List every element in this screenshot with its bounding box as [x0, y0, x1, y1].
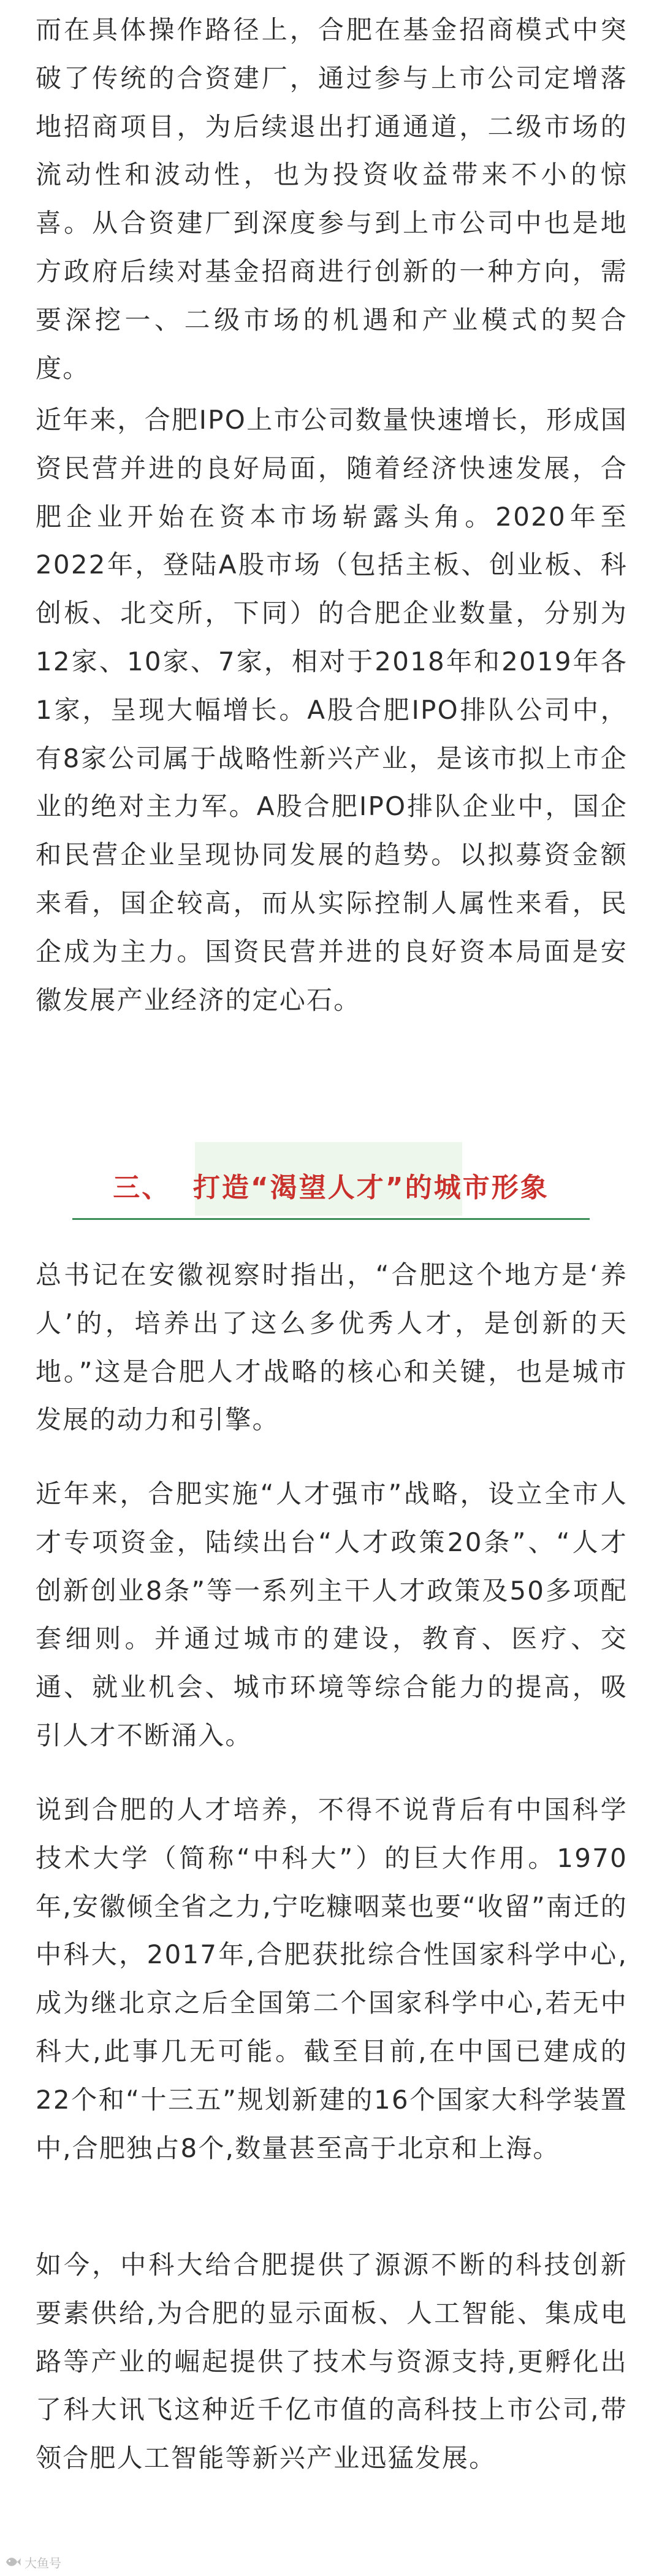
paragraph-ipo-growth: 近年来，合肥IPO上市公司数量快速增长，形成国资民营并进的良好局面，随着经济快速发展，合肥企业开始在资本市场崭露头角。2020年至2022年，登陆A股市场（包括主板、创业板、科创板、北交所，下同）的合肥企业数量，分别为12家、10家、7家，相对于2018年和2019年各1家，呈现大幅增长。A股合肥IPO排队公司中，有8家公司属于战略性新兴产业，是该市拟上市企业的绝对主力军。A股合肥IPO排队企业中，国企和民营企业呈现协同发展的趋势。以拟募资金额来看，国企较高，而从实际控制人属性来看，民企成为主力。国资民营并进的良好资本局面是安徽发展产业经济的定心石。	[36, 405, 628, 1015]
paragraph-talent-policy: 近年来，合肥实施“人才强市”战略，设立全市人才专项资金，陆续出台“人才政策20条”、“人才创新创业8条”等一系列主干人才政策及50多项配套细则。并通过城市的建设，教育、医疗、交通、就业机会、城市环境等综合能力的提高，吸引人才不断涌入。	[36, 1479, 628, 1750]
section-heading-number: 三、	[113, 1172, 171, 1203]
watermark-text: 大鱼号	[25, 2555, 61, 2570]
section-heading-label: 打造“渴望人才”的城市形象	[192, 1172, 549, 1203]
paragraph-fund-path: 而在具体操作路径上，合肥在基金招商模式中突破了传统的合资建厂，通过参与上市公司定增落地招商项目，为后续退出打通通道，二级市场的流动性和波动性，也为投资收益带来不小的惊喜。从合资建厂到深度参与到上市公司中也是地方政府后续对基金招商进行创新的一种方向，需要深挖一、二级市场的机遇和产业模式的契合度。	[36, 15, 628, 383]
watermark	[5, 2551, 61, 2572]
paragraph-ustc-innovation: 如今，中科大给合肥提供了源源不断的科技创新要素供给,为合肥的显示面板、人工智能、集成电路等产业的崛起提供了技术与资源支持,更孵化出了科大讯飞这种近千亿市值的高科技上市公司,带领合肥人工智能等新兴产业迅猛发展。	[36, 2250, 628, 2474]
paragraph-talent-quote: 总书记在安徽视察时指出，“合肥这个地方是‘养人’的，培养出了这么多优秀人才，是创新的天地。”这是合肥人才战略的核心和关键，也是城市发展的动力和引擎。	[36, 1260, 628, 1435]
paragraph-ustc-role: 说到合肥的人才培养，不得不说背后有中国科学技术大学（简称“中科大”）的巨大作用。1970年,安徽倾全省之力,宁吃糠咽菜也要“收留”南迁的中科大，2017年,合肥获批综合性国家科学中心,成为继北京之后全国第二个国家科学中心,若无中科大,此事几无可能。截至目前,在中国已建成的22个和“十三五”规划新建的16个国家大科学装置中,合肥独占8个,数量甚至高于北京和上海。	[36, 1795, 628, 2163]
section-heading	[0, 1142, 662, 1228]
fish-logo-icon	[5, 2555, 21, 2569]
section-heading-divider	[72, 1218, 590, 1220]
section-heading-title	[0, 1165, 662, 1205]
